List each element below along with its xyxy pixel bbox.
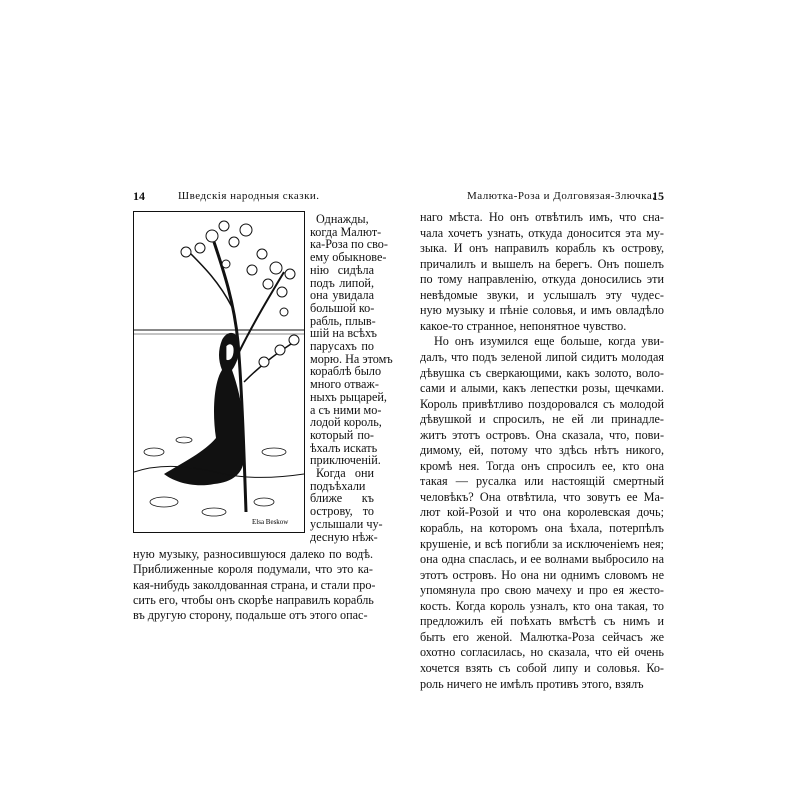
text-line: димому, ей, потому что здѣсь нѣтъ никого, <box>420 443 664 458</box>
text-line: хочется взять съ собой липу и соловья. Ко- <box>420 660 664 675</box>
text-line: причалилъ и вышелъ на берегъ. Онъ пошелъ <box>420 256 664 271</box>
text-line: охотно согласилась, но сказала, что ей очень <box>420 645 664 660</box>
text-line: зыка. И онъ направилъ корабль къ острову, <box>420 241 664 256</box>
text-line: предложилъ ей поѣхать вмѣстѣ съ нимъ и <box>420 614 664 629</box>
text-line: ныхъ рыцарей, <box>310 389 387 404</box>
text-line: рабль, плыв- <box>310 313 376 328</box>
text-line: Король привѣтливо поздоровался съ молодой <box>420 396 664 411</box>
text-line: шій на всѣхъ <box>310 326 377 341</box>
text-line: сами и алыми, какъ лепестки розы, щечками. <box>420 381 664 396</box>
text-line: лют кой-Розой и что она королевская дочь; <box>420 505 664 520</box>
text-line: ную музыку, разносившуюся далеко по водѣ. <box>133 547 373 561</box>
text-line: наго мѣста. Но онъ отвѣтилъ имъ, что сна- <box>420 210 664 224</box>
text-line: большой ко- <box>310 300 375 315</box>
text-line: который по- <box>310 427 374 442</box>
text-line: человѣкъ? Она отвѣтила, что зовутъ ее Ма- <box>420 489 664 504</box>
text-line: ѣхалъ искать <box>310 440 378 455</box>
text-line: въ другую сторону, подальше отъ этого опас- <box>133 608 368 623</box>
text-line: Однажды, <box>316 212 369 226</box>
text-line: этотъ островъ. Но она ни однимъ словомъ не <box>420 567 664 582</box>
text-line: кромѣ нея. Тогда онъ спросилъ ее, кто она <box>420 458 664 473</box>
text-line: Но онъ изумился еще больше, когда уви- <box>434 334 664 349</box>
page-number-left: 14 <box>133 189 145 203</box>
text-line: такая — русалка или настоящій смертный <box>420 474 664 489</box>
text-line: быть его женой. Малютка-Роза сейчасъ же <box>420 629 664 644</box>
text-line: кость. Когда король узналъ, кто она такая, то <box>420 598 664 613</box>
text-line: подъѣхали <box>310 478 366 493</box>
text-line: Приближенные короля подумали, что это ка- <box>133 562 373 577</box>
text-line: парусахъ по <box>310 339 374 353</box>
text-line: острову, то <box>310 504 374 519</box>
text-line: упомянула про свою мачеху и про ея жесто- <box>420 583 664 598</box>
text-line: какое-то странное, непонятное чувство. <box>420 318 627 333</box>
text-line: дѣвушка съ сверкающими, какъ золото, воло- <box>420 365 664 380</box>
text-line: ка-Роза по сво- <box>310 237 388 252</box>
text-line: морю. На этомъ <box>310 351 393 366</box>
running-head-right: Малютка-Роза и Долговязая-Злючка. <box>467 190 656 202</box>
running-head-left: Шведскія народныя сказки. <box>178 190 320 202</box>
text-line: она увидала <box>310 288 374 303</box>
text-line: сить его, чтобы онъ скорѣе направилъ корабль <box>133 592 374 607</box>
text-line: лодой король, <box>310 415 382 430</box>
text-line: а съ ними мо- <box>310 402 382 417</box>
text-line: когда Малют- <box>310 224 382 239</box>
text-line: кая-нибудь заколдованная страна, и стали про- <box>133 577 376 592</box>
illustration-frame <box>133 211 305 533</box>
text-line: далъ, что подъ зеленой липой сидитъ молодая <box>420 349 664 364</box>
text-line: крушеніе, и всѣ погибли за исключеніемъ нея; <box>420 536 664 551</box>
text-line: приключеній. <box>310 453 381 468</box>
text-line: услышали чу- <box>310 516 383 531</box>
text-line: житъ этотъ островъ. Она сказала, что, пови- <box>420 427 664 442</box>
illustration-signature: Elsa Beskow <box>252 518 289 526</box>
tree-girl-illustration <box>134 212 304 532</box>
text-line: кораблѣ было <box>310 364 382 379</box>
text-line: нію сидѣла <box>310 262 374 277</box>
text-line: много отваж- <box>310 377 379 392</box>
text-line: чала хочетъ узнать, откуда доносится эта му- <box>420 225 664 240</box>
text-line: Когда они <box>316 466 374 480</box>
text-line: ную музыку и пѣніе соловья, и имъ овладѣло <box>420 303 664 318</box>
text-line: корабль, на которомъ она ѣхала, потерпѣлъ <box>420 521 664 535</box>
text-line: по тому направленію, откуда доносились эти <box>420 272 664 287</box>
text-line: невѣдомые звуки, и услышалъ эту чудес- <box>420 287 664 302</box>
text-line: дѣвушкой и спросилъ, не ей ли принадле- <box>420 412 664 427</box>
text-line: роль ничего не имѣлъ противъ этого, взялъ <box>420 676 644 691</box>
text-line: десную нѣж- <box>310 529 378 544</box>
text-line: подъ липой, <box>310 275 374 290</box>
text-line: ближе къ <box>310 491 374 506</box>
text-line: она одна спаслась, и ее волнами выбросило на <box>420 552 664 567</box>
text-line: ему обыкнове- <box>310 250 387 265</box>
page-number-right: 15 <box>652 189 664 203</box>
